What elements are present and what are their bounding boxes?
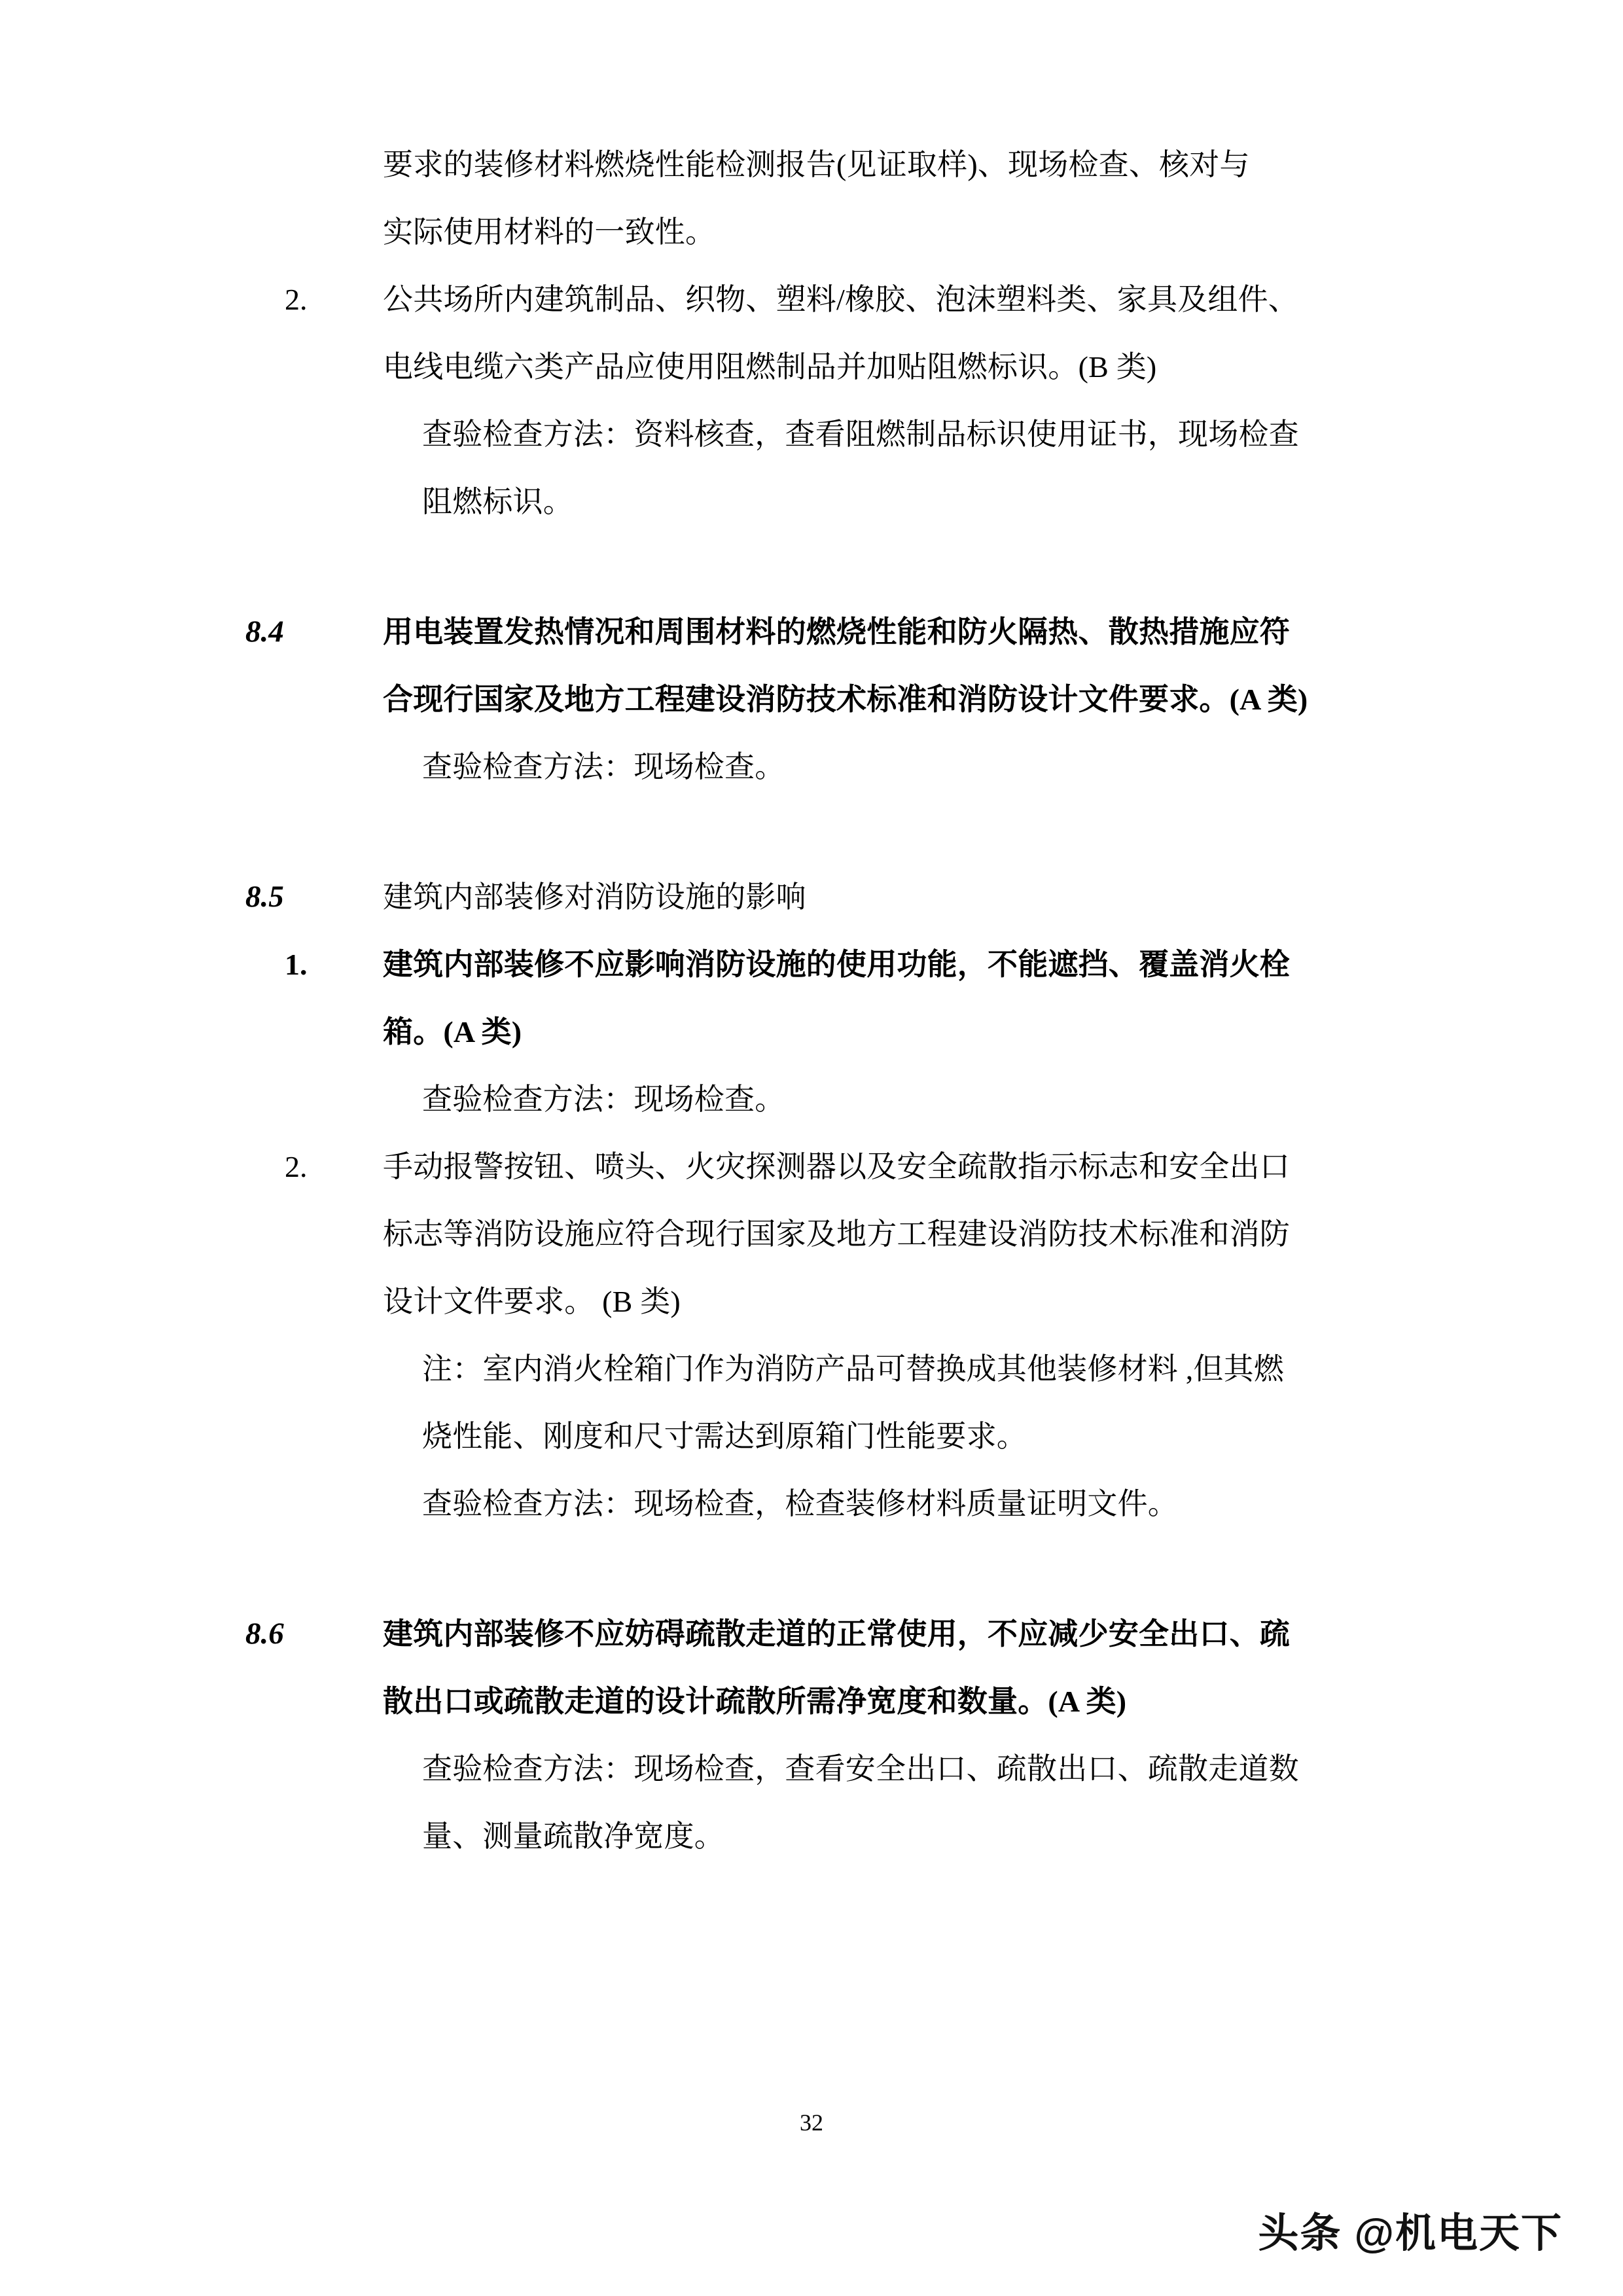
continued-paragraph-line-2: 实际使用材料的一致性。 (383, 215, 716, 249)
section-8-5-heading (242, 863, 1384, 931)
list-item-8-5-1 (242, 931, 1384, 1133)
list-item-marker: 2. (285, 1150, 308, 1183)
list-item-8-5-2-text-line-1: 手动报警按钮、喷头、火灾探测器以及安全疏散指示标志和安全出口 (383, 1150, 1290, 1183)
list-item-8-5-2-first-line (242, 1133, 1384, 1200)
list-item-8-5-1-text-line-2: 箱。(A 类) (383, 1015, 522, 1049)
watermark-logo: 头条 @机电天下 (1258, 2211, 1563, 2256)
continued-paragraph (242, 131, 1384, 266)
spacer (242, 535, 1384, 598)
section-8-5 (242, 863, 1384, 1537)
section-8-6-number: 8.6 (245, 1617, 284, 1651)
list-item-8-3-2-first-line (242, 266, 1384, 333)
list-item-8-5-1-method: 查验检查方法：现场检查。 (422, 1083, 785, 1116)
section-8-4-text-line-2: 合现行国家及地方工程建设消防技术标准和消防设计文件要求。(A 类) (383, 683, 1308, 716)
section-8-4 (242, 598, 1384, 800)
page-content (242, 131, 1384, 1870)
section-8-4-text-line-1: 用电装置发热情况和周围材料的燃烧性能和防火隔热、散热措施应符 (383, 615, 1290, 649)
list-item-8-5-2-text-line-3: 设计文件要求。 (B 类) (383, 1285, 681, 1318)
section-8-6-method-line-2: 量、测量疏散净宽度。 (422, 1820, 724, 1853)
list-item-8-5-1-text-line-1: 建筑内部装修不应影响消防设施的使用功能，不能遮挡、覆盖消火栓 (383, 948, 1290, 981)
spacer (242, 800, 1384, 863)
section-8-4-first-line (242, 598, 1384, 666)
section-8-6-text-line-2: 散出口或疏散走道的设计疏散所需净宽度和数量。(A 类) (383, 1685, 1127, 1718)
list-item-8-3-2-method-line-2: 阻燃标识。 (422, 485, 573, 518)
list-item-8-5-2-method: 查验检查方法：现场检查，检查装修材料质量证明文件。 (422, 1487, 1178, 1520)
list-item-8-5-2-text-line-2: 标志等消防设施应符合现行国家及地方工程建设消防技术标准和消防 (383, 1217, 1290, 1251)
section-8-5-title: 建筑内部装修对消防设施的影响 (383, 880, 806, 914)
section-8-6 (242, 1600, 1384, 1870)
section-8-4-method: 查验检查方法：现场检查。 (422, 750, 785, 783)
section-8-6-first-line (242, 1600, 1384, 1668)
list-item-8-3-2 (242, 266, 1384, 535)
section-8-5-number: 8.5 (245, 880, 284, 914)
list-item-8-5-2 (242, 1133, 1384, 1537)
list-item-8-3-2-method-line-1: 查验检查方法：资料核查，查看阻燃制品标识使用证书，现场检查 (422, 418, 1299, 451)
list-item-8-3-2-text-line-2: 电线电缆六类产品应使用阻燃制品并加贴阻燃标识。(B 类) (383, 350, 1157, 384)
continued-paragraph-line-1: 要求的装修材料燃烧性能检测报告(见证取样)、现场检查、核对与 (383, 148, 1250, 181)
section-8-4-number: 8.4 (245, 615, 284, 649)
page-number: 32 (800, 2109, 823, 2136)
list-item-marker: 1. (285, 948, 308, 981)
section-8-6-text-line-1: 建筑内部装修不应妨碍疏散走道的正常使用，不应减少安全出口、疏 (383, 1617, 1290, 1651)
spacer (242, 1537, 1384, 1600)
list-item-8-5-2-note-line-1: 注：室内消火栓箱门作为消防产品可替换成其他装修材料 ,但其燃 (422, 1352, 1284, 1386)
list-item-8-3-2-text-line-1: 公共场所内建筑制品、织物、塑料/橡胶、泡沫塑料类、家具及组件、 (383, 283, 1298, 316)
list-item-8-5-2-note-line-2: 烧性能、刚度和尺寸需达到原箱门性能要求。 (422, 1420, 1027, 1453)
list-item-8-5-1-first-line (242, 931, 1384, 998)
section-8-6-method-line-1: 查验检查方法：现场检查，查看安全出口、疏散出口、疏散走道数 (422, 1752, 1299, 1785)
list-item-marker: 2. (285, 283, 308, 316)
